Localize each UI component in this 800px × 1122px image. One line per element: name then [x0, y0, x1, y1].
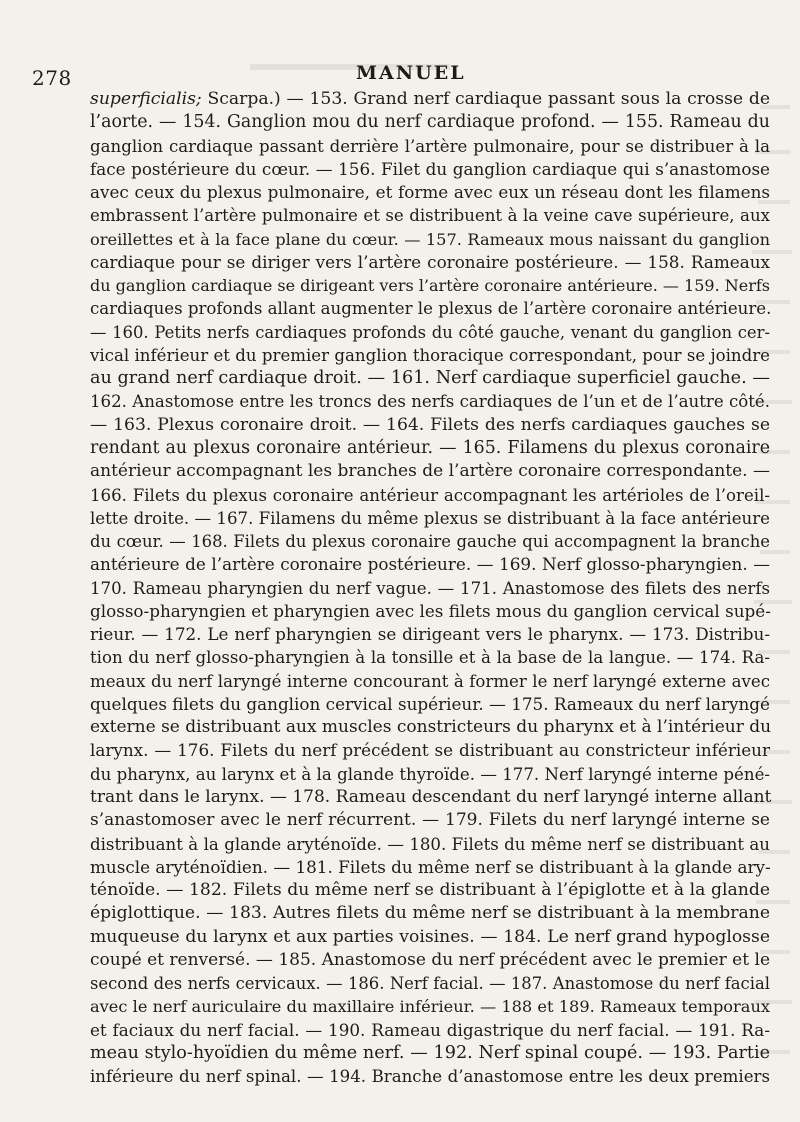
text-line: ténoïde. — 182. Filets du même nerf se distribuant à l’épiglotte et à la glande: [90, 880, 770, 901]
text-line: antérieur accompagnant les branches de l’artère coronaire correspondante. —: [90, 461, 770, 482]
text-line: avec le nerf auriculaire du maxillaire inférieur. — 188 et 189. Rameaux temporaux: [90, 997, 770, 1017]
text-line: avec ceux du plexus pulmonaire, et forme avec eux un réseau dont les filamens: [90, 182, 770, 203]
text-line: du ganglion cardiaque se dirigeant vers l’artère coronaire antérieure. — 159. Nerfs: [90, 276, 770, 296]
italic-term: superficialis;: [90, 89, 202, 109]
text-line: face postérieure du cœur. — 156. Filet du ganglion cardiaque qui s’anastomose: [90, 158, 770, 179]
text-line: et faciaux du nerf facial. — 190. Rameau digastrique du nerf facial. — 191. Ra-: [90, 1019, 770, 1040]
text-line: vical inférieur et du premier ganglion thoracique correspondant, pour se joindre: [90, 345, 770, 365]
text-line: cardiaques profonds allant augmenter le plexus de l’artère coronaire antérieure.: [90, 299, 772, 319]
page-number: 278: [32, 66, 72, 90]
text-line: rieur. — 172. Le nerf pharyngien se dirigeant vers le pharynx. — 173. Distribu-: [90, 624, 770, 645]
text-line: 166. Filets du plexus coronaire antérieur accompagnant les artérioles de l’oreil-: [90, 485, 770, 505]
text-line: 170. Rameau pharyngien du nerf vague. — 171. Anastomose des filets des nerfs: [90, 578, 770, 598]
text-line: cardiaque pour se diriger vers l’artère coronaire postérieure. — 158. Rameaux: [90, 251, 770, 272]
text-line: muscle aryténoïdien. — 181. Filets du même nerf se distribuant à la glande ary-: [90, 856, 771, 877]
text-line: muqueuse du larynx et aux parties voisines. — 184. Le nerf grand hypoglosse: [90, 926, 770, 947]
text-line: s’anastomoser avec le nerf récurrent. — 179. Filets du nerf laryngé interne se: [90, 810, 770, 831]
text-line: au grand nerf cardiaque droit. — 161. Nerf cardiaque superficiel gauche. —: [90, 368, 770, 389]
text-line: 162. Anastomose entre les troncs des nerfs cardiaques de l’un et de l’autre côté.: [90, 392, 770, 412]
text-line: lette droite. — 167. Filamens du même plexus se distribuant à la face antérieure: [90, 508, 770, 528]
text-line: embrassent l’artère pulmonaire et se distribuent à la veine cave supérieure, aux: [90, 206, 770, 226]
text-line: quelques filets du ganglion cervical supérieur. — 175. Rameaux du nerf laryngé: [90, 693, 770, 714]
text-line: larynx. — 176. Filets du nerf précédent se distribuant au constricteur inférieur: [90, 740, 770, 761]
text-line: ganglion cardiaque passant derrière l’artère pulmonaire, pour se distribuer à la: [90, 136, 770, 156]
text-line: inférieure du nerf spinal. — 194. Branche d’anastomose entre les deux premiers: [90, 1067, 770, 1087]
text-line: — 160. Petits nerfs cardiaques profonds du côté gauche, venant du ganglion cer-: [90, 322, 770, 342]
page-header: [0, 58, 800, 88]
text-line: distribuant à la glande aryténoïde. — 180. Filets du même nerf se distribuant au: [90, 834, 770, 854]
text-line: externe se distribuant aux muscles constricteurs du pharynx et à l’intérieur du: [90, 717, 772, 738]
running-head: MANUEL: [356, 62, 466, 84]
text-line: meau stylo-hyoïdien du même nerf. — 192. Nerf spinal coupé. — 193. Partie: [90, 1042, 770, 1063]
text-line: du pharynx, au larynx et à la glande thyroïde. — 177. Nerf laryngé interne péné-: [90, 764, 770, 784]
text-line: second des nerfs cervicaux. — 186. Nerf facial. — 187. Anastomose du nerf facial: [90, 974, 770, 994]
body-text: [90, 88, 770, 1088]
text-line: épiglottique. — 183. Autres filets du même nerf se distribuant à la membrane: [90, 903, 770, 924]
text-line: meaux du nerf laryngé interne concourant à former le nerf laryngé externe avec: [90, 671, 770, 691]
text-line: rendant au plexus coronaire antérieur. — 165. Filamens du plexus coronaire: [90, 437, 770, 458]
text-line: glosso-pharyngien et pharyngien avec les filets mous du ganglion cervical supé-: [90, 600, 771, 621]
text-line: du cœur. — 168. Filets du plexus coronaire gauche qui accompagnent la branche: [90, 532, 770, 552]
text-line: trant dans le larynx. — 178. Rameau descendant du nerf laryngé interne allant: [90, 786, 772, 807]
text-line: tion du nerf glosso-pharyngien à la tonsille et à la base de la langue. — 174. Ra-: [90, 648, 770, 668]
text-line: antérieure de l’artère coronaire postérieure. — 169. Nerf glosso-pharyngien. —: [90, 554, 770, 575]
text-line: oreillettes et à la face plane du cœur. — 157. Rameaux mous naissant du ganglion: [90, 229, 770, 249]
text-line: — 163. Plexus coronaire droit. — 164. Filets des nerfs cardiaques gauches se: [90, 414, 770, 435]
text-line: coupé et renversé. — 185. Anastomose du nerf précédent avec le premier et le: [90, 949, 770, 970]
text-line: l’aorte. — 154. Ganglion mou du nerf cardiaque profond. — 155. Rameau du: [90, 112, 770, 133]
line-text: Scarpa.) — 153. Grand nerf cardiaque passant sous la crosse de: [201, 89, 770, 109]
text-line: [90, 88, 770, 111]
